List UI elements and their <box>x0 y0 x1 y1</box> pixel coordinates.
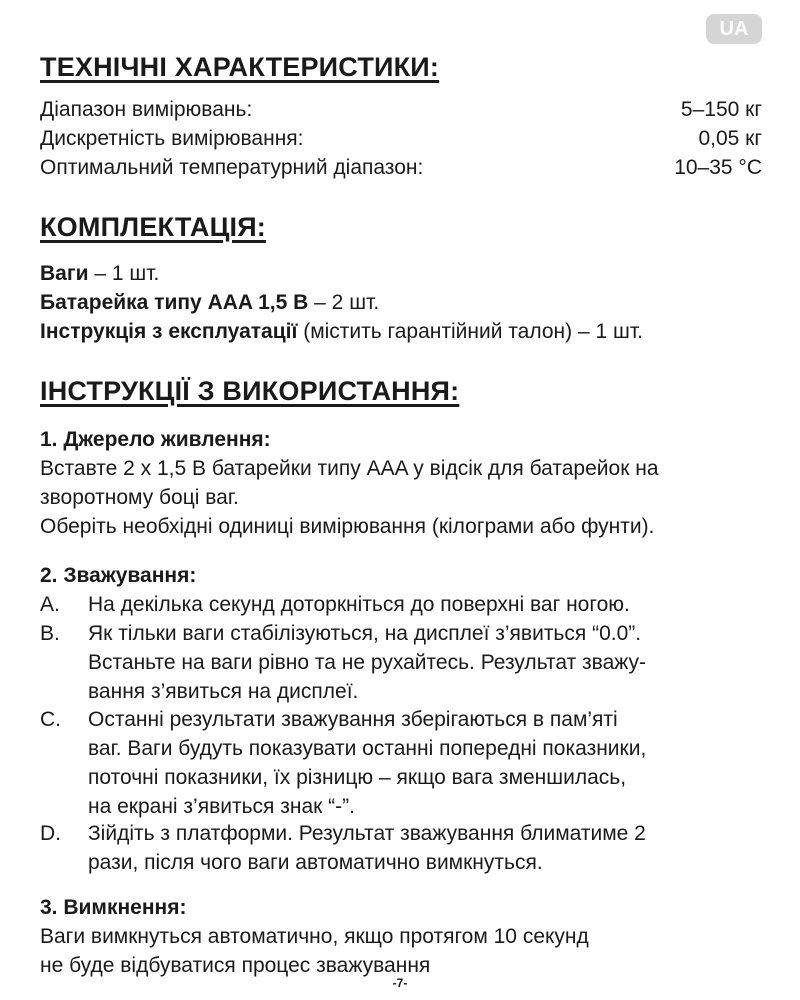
item-line: рази, після чого ваги автоматично вимкнуться. <box>88 851 543 874</box>
language-badge: UA <box>706 14 762 44</box>
kit-item-detail: (містить гарантійний талон) <box>297 320 573 343</box>
step1-line: Оберіть необхідні одиниці вимірювання (кілограми або фунти). <box>40 515 655 538</box>
kit-heading: КОМПЛЕКТАЦІЯ: <box>40 212 266 242</box>
item-line: ваг. Ваги будуть показувати останні попередні показники, <box>88 737 647 760</box>
kit-item-qty: – 2 шт. <box>308 291 380 314</box>
kit-item-name: Інструкція з експлуатації <box>40 320 298 343</box>
item-letter: B. <box>40 622 60 645</box>
item-line: Встаньте на ваги рівно та не рухайтесь. Результат зважу- <box>88 651 647 674</box>
item-line: На декілька секунд доторкніться до поверхні ваг ногою. <box>88 593 630 616</box>
item-line: Останні результати зважування зберігаються в пам’яті <box>88 708 618 731</box>
item-line: на екрані з’явиться знак “-”. <box>88 795 355 818</box>
kit-item-name: Ваги <box>40 262 89 285</box>
step1-title: 1. Джерело живлення: <box>40 428 271 451</box>
step3-line: Ваги вимкнуться автоматично, якщо протягом 10 секунд <box>40 925 589 948</box>
kit-item-battery <box>40 289 379 317</box>
kit-item-scale <box>40 260 159 288</box>
spec-value: 10–35 °C <box>674 156 762 179</box>
item-letter: A. <box>40 593 60 616</box>
manual-page <box>40 0 762 1000</box>
kit-item-name: Батарейка типу AAA 1,5 В <box>40 291 309 314</box>
spec-value: 5–150 кг <box>680 98 762 121</box>
spec-row-resolution <box>40 125 762 153</box>
spec-value: 0,05 кг <box>698 127 762 150</box>
step2-title: 2. Зважування: <box>40 564 197 587</box>
specs-heading: ТЕХНІЧНІ ХАРАКТЕРИСТИКИ: <box>40 52 440 82</box>
spec-row-range <box>40 96 762 124</box>
kit-item-manual <box>40 318 643 346</box>
page-number: -7- <box>392 976 408 990</box>
step1-line: Вставте 2 x 1,5 В батарейки типу AAA у відсік для батарейок на <box>40 457 659 480</box>
item-line: вання з’явиться на дисплеї. <box>88 680 359 703</box>
kit-item-qty: – 1 шт. <box>88 262 160 285</box>
kit-item-qty: – 1 шт. <box>572 320 643 343</box>
item-letter: C. <box>40 708 61 731</box>
step3-title: 3. Вимкнення: <box>40 896 187 919</box>
step1-line: зворотному боці ваг. <box>40 486 239 509</box>
item-letter: D. <box>40 822 61 845</box>
spec-label: Дискретність вимірювання: <box>40 127 304 150</box>
step3-line: не буде відбуватися процес зважування <box>40 954 431 977</box>
spec-label: Оптимальний температурний діапазон: <box>40 156 424 179</box>
spec-label: Діапазон вимірювань: <box>40 98 253 121</box>
item-line: Зійдіть з платформи. Результат зважування блиматиме 2 <box>88 822 646 845</box>
usage-heading: ІНСТРУКЦІЇ З ВИКОРИСТАННЯ: <box>40 376 460 406</box>
spec-row-temperature <box>40 154 762 182</box>
item-line: Як тільки ваги стабілізуються, на дисплеї з’явиться “0.0”. <box>88 622 642 645</box>
item-line: поточні показники, їх різницю – якщо вага зменшилась, <box>88 766 627 789</box>
